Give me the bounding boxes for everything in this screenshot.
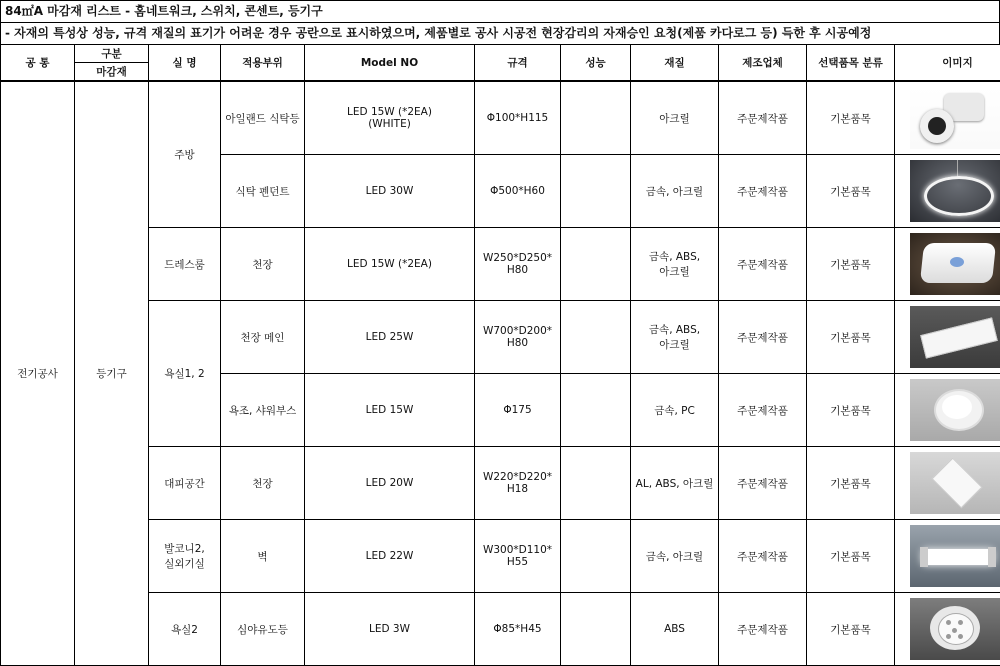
- perf-cell: [561, 593, 631, 666]
- table-row: [1, 593, 1000, 666]
- table-row: [1, 520, 1000, 593]
- perf-cell: [561, 520, 631, 593]
- square-ceiling-light-image: [910, 233, 1000, 295]
- choice-cell: 기본품목: [807, 301, 895, 374]
- col-spec: 규격: [475, 45, 561, 82]
- choice-cell: 기본품목: [807, 593, 895, 666]
- wall-bar-light-image: [910, 525, 1000, 587]
- room-cell: 대피공간: [149, 447, 221, 520]
- image-cell: [895, 374, 1000, 447]
- room-cell: 발코니2, 실외기실: [149, 520, 221, 593]
- image-cell: [895, 81, 1000, 155]
- model-cell: LED 15W: [305, 374, 475, 447]
- material-cell: 아크릴: [631, 81, 719, 155]
- model-cell: LED 20W: [305, 447, 475, 520]
- flat-panel-light-image: [910, 306, 1000, 368]
- maker-cell: 주문제작품: [719, 374, 807, 447]
- table-row: [1, 228, 1000, 301]
- spec-cell: Φ85*H45: [475, 593, 561, 666]
- spec-cell: W220*D220* H18: [475, 447, 561, 520]
- round-downlight-image: [910, 379, 1000, 441]
- header: [0, 0, 1000, 44]
- spec-cell: W300*D110* H55: [475, 520, 561, 593]
- maker-cell: 주문제작품: [719, 593, 807, 666]
- room-cell: 욕실1, 2: [149, 301, 221, 447]
- table-row: [1, 81, 1000, 155]
- col-image: 이미지: [895, 45, 1000, 82]
- maker-cell: 주문제작품: [719, 520, 807, 593]
- col-room: 실 명: [149, 45, 221, 82]
- model-cell: LED 25W: [305, 301, 475, 374]
- material-cell: ABS: [631, 593, 719, 666]
- maker-cell: 주문제작품: [719, 447, 807, 520]
- part-cell: 아일랜드 식탁등: [221, 81, 305, 155]
- part-cell: 벽: [221, 520, 305, 593]
- model-cell: LED 3W: [305, 593, 475, 666]
- perf-cell: [561, 447, 631, 520]
- gubun-cell: 등기구: [75, 81, 149, 666]
- image-cell: [895, 593, 1000, 666]
- image-cell: [895, 520, 1000, 593]
- spec-cell: Φ100*H115: [475, 81, 561, 155]
- col-gubun-sub: 마감재: [75, 63, 149, 82]
- perf-cell: [561, 301, 631, 374]
- maker-cell: 주문제작품: [719, 228, 807, 301]
- spec-cell: Φ500*H60: [475, 155, 561, 228]
- image-cell: [895, 447, 1000, 520]
- room-cell: 주방: [149, 81, 221, 228]
- room-cell: 욕실2: [149, 593, 221, 666]
- material-cell: AL, ABS, 아크릴: [631, 447, 719, 520]
- model-cell: LED 22W: [305, 520, 475, 593]
- choice-cell: 기본품목: [807, 228, 895, 301]
- part-cell: 욕조, 샤워부스: [221, 374, 305, 447]
- maker-cell: 주문제작품: [719, 81, 807, 155]
- material-cell: 금속, ABS, 아크릴: [631, 301, 719, 374]
- spec-cell: W250*D250* H80: [475, 228, 561, 301]
- model-cell: LED 15W (*2EA): [305, 228, 475, 301]
- part-cell: 식탁 펜던트: [221, 155, 305, 228]
- table-header-row: [1, 45, 1000, 63]
- spotlight-image: [910, 87, 1000, 149]
- model-cell: LED 30W: [305, 155, 475, 228]
- table-body: [1, 81, 1000, 666]
- part-cell: 심야유도등: [221, 593, 305, 666]
- perf-cell: [561, 374, 631, 447]
- col-perf: 성능: [561, 45, 631, 82]
- col-gubun: 구분: [75, 45, 149, 63]
- perf-cell: [561, 81, 631, 155]
- part-cell: 천장: [221, 447, 305, 520]
- col-gongjong: 공 통: [1, 45, 75, 82]
- sheet-title: 84㎡A 마감재 리스트 - 홈네트워크, 스위치, 콘센트, 등기구: [1, 1, 999, 22]
- choice-cell: 기본품목: [807, 447, 895, 520]
- spec-cell: Φ175: [475, 374, 561, 447]
- part-cell: 천장 메인: [221, 301, 305, 374]
- guide-light-image: [910, 598, 1000, 660]
- gongjong-cell: 전기공사: [1, 81, 75, 666]
- maker-cell: 주문제작품: [719, 155, 807, 228]
- col-part: 적용부위: [221, 45, 305, 82]
- image-cell: [895, 301, 1000, 374]
- material-cell: 금속, 아크릴: [631, 155, 719, 228]
- choice-cell: 기본품목: [807, 155, 895, 228]
- part-cell: 천장: [221, 228, 305, 301]
- col-model: Model NO: [305, 45, 475, 82]
- model-cell: LED 15W (*2EA) (WHITE): [305, 81, 475, 155]
- table-row: [1, 447, 1000, 520]
- material-cell: 금속, 아크릴: [631, 520, 719, 593]
- image-cell: [895, 228, 1000, 301]
- maker-cell: 주문제작품: [719, 301, 807, 374]
- room-cell: 드레스룸: [149, 228, 221, 301]
- col-choice: 선택품목 분류: [807, 45, 895, 82]
- material-cell: 금속, PC: [631, 374, 719, 447]
- perf-cell: [561, 228, 631, 301]
- material-cell: 금속, ABS, 아크릴: [631, 228, 719, 301]
- sheet-note: - 자재의 특성상 성능, 규격 재질의 표기가 어려운 경우 공란으로 표시하였으며, 제품별로 공사 시공전 현장감리의 자재승인 요청(제품 카다로그 등) 득한 후 시공예정: [1, 22, 999, 44]
- ring-pendant-image: [910, 160, 1000, 222]
- spec-cell: W700*D200* H80: [475, 301, 561, 374]
- square-flush-light-image: [910, 452, 1000, 514]
- table-row: [1, 301, 1000, 374]
- image-cell: [895, 155, 1000, 228]
- col-material: 재질: [631, 45, 719, 82]
- finish-table: [0, 44, 1000, 666]
- choice-cell: 기본품목: [807, 81, 895, 155]
- col-maker: 제조업체: [719, 45, 807, 82]
- choice-cell: 기본품목: [807, 374, 895, 447]
- perf-cell: [561, 155, 631, 228]
- choice-cell: 기본품목: [807, 520, 895, 593]
